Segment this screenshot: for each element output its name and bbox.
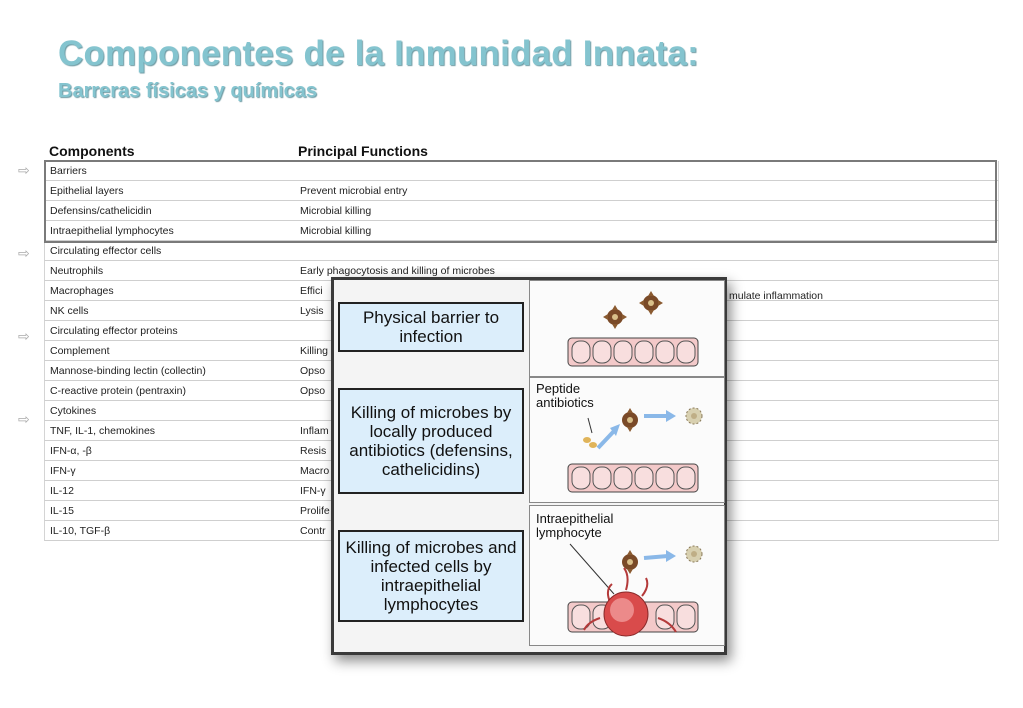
function-cell: Prevent microbial entry: [300, 185, 408, 197]
component-cell: Barriers: [50, 165, 87, 177]
function-cell: Macro: [300, 465, 330, 477]
function-cell: Effici: [300, 285, 323, 297]
component-cell: IL-12: [50, 485, 74, 497]
arrow-icon: [666, 410, 676, 422]
arrow-icon: ⇨: [18, 245, 30, 261]
arrow-icon: ⇨: [18, 328, 30, 344]
epithelial-cells-icon: [568, 338, 698, 366]
component-cell: Neutrophils: [50, 265, 104, 277]
function-cell: Killing: [300, 345, 329, 357]
panel-peptide-antibiotics: [529, 377, 725, 503]
component-cell: IFN-γ: [50, 465, 76, 477]
table-header: [44, 143, 999, 161]
function-cell: IFN-γ: [300, 485, 326, 497]
table-section-row: [44, 161, 999, 181]
antibiotic-killing-illustration: [530, 378, 724, 502]
component-cell: Circulating effector cells: [50, 245, 162, 257]
arrow-icon: [666, 550, 676, 562]
component-cell: Defensins/cathelicidin: [50, 205, 152, 217]
component-cell: Intraepithelial lymphocytes: [50, 225, 174, 237]
table-row: [44, 181, 999, 201]
label-local-antibiotics: Killing of microbes by locally produced antibiotics (defensins, cathelicidins): [338, 388, 524, 494]
panel-intraepithelial-lymphocyte: [529, 505, 725, 646]
function-cell: Inflam: [300, 425, 329, 437]
function-cell: Contr: [300, 525, 326, 537]
component-cell: Mannose-binding lectin (collectin): [50, 365, 206, 377]
peptide-antibiotics-label: Peptide antibiotics: [536, 381, 594, 410]
label-physical-barrier: Physical barrier to infection: [338, 302, 524, 352]
component-cell: Macrophages: [50, 285, 114, 297]
barrier-mechanisms-figure: [331, 277, 727, 655]
table-section-row: [44, 241, 999, 261]
epithelium-microbes-illustration: [530, 281, 724, 376]
header-functions: Principal Functions: [298, 143, 428, 159]
function-cell: Microbial killing: [300, 225, 372, 237]
function-cell: Microbial killing: [300, 205, 372, 217]
component-cell: IL-10, TGF-β: [50, 525, 111, 537]
function-cell: Opso: [300, 365, 326, 377]
macrophage-function-tail: mulate inflammation: [729, 290, 823, 302]
component-cell: Cytokines: [50, 405, 97, 417]
component-cell: TNF, IL-1, chemokines: [50, 425, 156, 437]
function-cell: Early phagocytosis and killing of microbes: [300, 265, 495, 277]
component-cell: Circulating effector proteins: [50, 325, 178, 337]
function-cell: Prolife: [300, 505, 330, 517]
dead-microbe-icon: [686, 408, 702, 424]
component-cell: Epithelial layers: [50, 185, 124, 197]
label-intraepithelial-lymphocytes: Killing of microbes and infected cells by intraepithelial lymphocytes: [338, 530, 524, 622]
microbe-icon: [639, 291, 663, 315]
function-cell: Resis: [300, 445, 327, 457]
component-cell: C-reactive protein (pentraxin): [50, 385, 186, 397]
component-cell: IL-15: [50, 505, 74, 517]
table-row: [44, 221, 999, 241]
lymphocyte-killing-illustration: [530, 506, 724, 645]
header-components: Components: [49, 143, 135, 159]
function-cell: Lysis: [300, 305, 324, 317]
component-cell: NK cells: [50, 305, 89, 317]
slide-title: Componentes de la Inmunidad Innata:: [58, 34, 699, 73]
panel-physical-barrier: [529, 280, 725, 377]
table-row: [44, 201, 999, 221]
microbe-icon: [622, 408, 638, 432]
slide-subtitle: Barreras físicas y químicas: [58, 80, 318, 102]
arrow-icon: ⇨: [18, 411, 30, 427]
arrow-icon: ⇨: [18, 162, 30, 178]
microbe-icon: [603, 305, 627, 329]
dead-microbe-icon: [686, 546, 702, 562]
component-cell: IFN-α, -β: [50, 445, 92, 457]
component-cell: Complement: [50, 345, 110, 357]
intraepithelial-lymphocyte-label: Intraepithelial lymphocyte: [536, 511, 614, 540]
function-cell: Opso: [300, 385, 326, 397]
